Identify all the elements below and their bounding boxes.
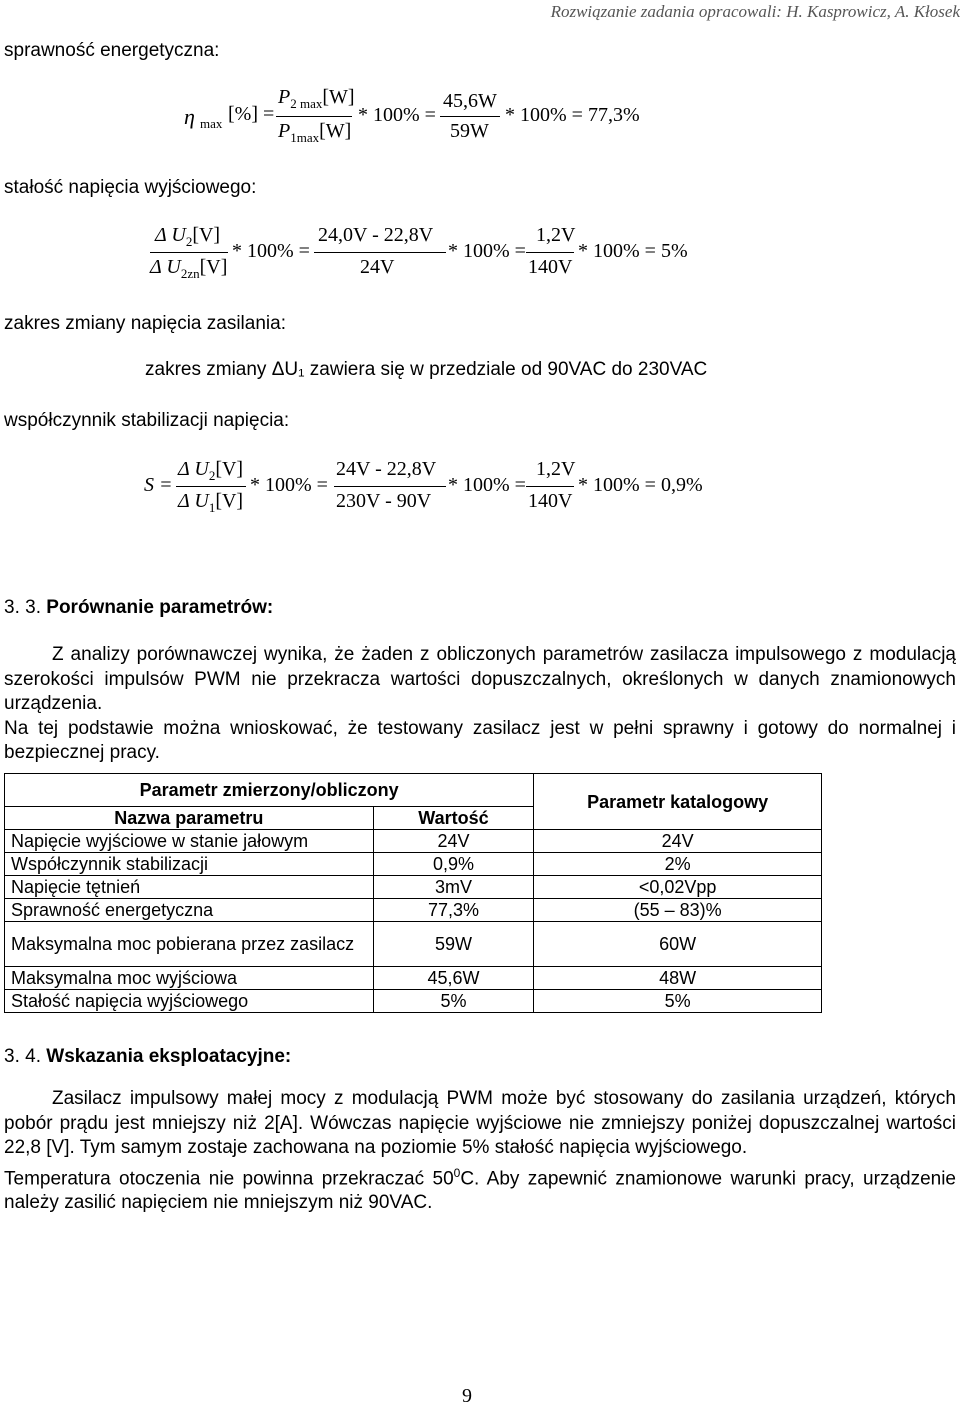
eta-mult1: * 100% = xyxy=(358,104,436,126)
eta-frac-num: $P_{2 max}[W]$ xyxy=(278,86,355,111)
s-frac-num: Δ $U_2[V]$ xyxy=(178,458,244,483)
table-row: Stałość napięcia wyjściowego 5% 5% xyxy=(5,990,822,1013)
section-3-4-heading: 3. 4. Wskazania eksploatacyjne: xyxy=(4,1046,292,1067)
stab-mult2: * 100% = xyxy=(448,240,526,262)
stab-frac3-den: 140V xyxy=(528,256,573,278)
s-frac2-den: 230V - 90V xyxy=(336,490,432,512)
s-frac2-num: 24V - 22,8V xyxy=(336,458,437,480)
header-value: Wartość xyxy=(373,807,534,830)
header-catalog: Parametr katalogowy xyxy=(534,774,822,830)
header-measured: Parametr zmierzony/obliczony xyxy=(5,774,534,807)
eta-mult2: * 100% = 77,3% xyxy=(505,104,640,126)
eta-frac-den: $P_{1max}[W]$ xyxy=(278,120,352,145)
table-row: Napięcie tętnień 3mV <0,02Vpp xyxy=(5,876,822,899)
supply-range-label: zakres zmiany napięcia zasilania: xyxy=(4,313,286,334)
section-3-3-body xyxy=(4,643,956,766)
s-frac3-num: 1,2V xyxy=(536,458,576,480)
table-row: Maksymalna moc pobierana przez zasilacz 59W 60W xyxy=(5,922,822,967)
stab-frac-num: Δ $U_2[V]$ xyxy=(155,224,221,249)
section-3-3-paragraph-2: Na tej podstawie można wnioskować, że testowany zasilacz jest w pełni sprawny i gotowy do normalnej i bezpiecznej pracy. xyxy=(4,717,956,763)
stab-coef-label: współczynnik stabilizacji napięcia: xyxy=(4,410,290,431)
s-frac-den: Δ $U_1[V]$ xyxy=(178,490,244,515)
s-mult1: * 100% = xyxy=(250,474,328,496)
efficiency-label: sprawność energetyczna: xyxy=(4,40,220,61)
eta-sub: max xyxy=(200,116,223,131)
supply-range-text: zakres zmiany ΔU₁ zawiera się w przedziale od 90VAC do 230VAC xyxy=(145,359,708,380)
stab-mult3: * 100% = 5% xyxy=(578,240,688,262)
eta-frac2-num: 45,6W xyxy=(443,90,497,112)
section-3-4-paragraph-1: Zasilacz impulsowy małej mocy z modulacją PWM może być stosowany do zasilania urządzeń, których pobór prądu jest mniejszy niż 2[A]. Wówczas napięcie wyjściowe nie zmniejszy poniżej dopuszczalnej wartości 22,8 [V]. Tym samym zostaje zachowana na poziomie 5% stałość napięcia wyjściowego. xyxy=(4,1088,956,1158)
stab-frac2-den: 24V xyxy=(360,256,395,278)
efficiency-formula xyxy=(0,80,960,155)
page-number: 9 xyxy=(462,1385,472,1407)
stab-frac-den: Δ $U_{2zn}[V]$ xyxy=(150,256,228,281)
eta-pct: [%] = xyxy=(228,103,275,125)
section-3-3-paragraph-1: Z analizy porównawczej wynika, że żaden z obliczonych parametrów zasilacza impulsowego z modulacją szerokości impulsów PWM nie przekracza wartości dopuszczalnych, określonych w danych znamionowych urządzenia. xyxy=(4,644,956,714)
stability-formula xyxy=(0,218,960,290)
table-row: Sprawność energetyczna 77,3% (55 – 83)% xyxy=(5,899,822,922)
table-row: Napięcie wyjściowe w stanie jałowym 24V 24V xyxy=(5,830,822,853)
section-3-4-body xyxy=(4,1087,956,1216)
header-name: Nazwa parametru xyxy=(5,807,374,830)
eta-frac2-den: 59W xyxy=(450,120,489,142)
s-mult3: * 100% = 0,9% xyxy=(578,474,703,496)
stab-mult1: * 100% = xyxy=(232,240,310,262)
stab-coef-formula xyxy=(0,452,960,524)
table-row: Maksymalna moc wyjściowa 45,6W 48W xyxy=(5,967,822,990)
s-frac3-den: 140V xyxy=(528,490,573,512)
stab-frac3-num: 1,2V xyxy=(536,224,576,246)
s-mult2: * 100% = xyxy=(448,474,526,496)
table-row: Współczynnik stabilizacji 0,9% 2% xyxy=(5,853,822,876)
stability-label: stałość napięcia wyjściowego: xyxy=(4,177,257,198)
section-3-4-paragraph-2: Temperatura otoczenia nie powinna przekraczać $50^0C$. Aby zapewnić znamionowe warunki pracy, urządzenie należy zasilić napięciem nie mniejszym niż 90VAC. xyxy=(4,1165,956,1214)
section-3-3-heading: 3. 3. Porównanie parametrów: xyxy=(4,597,274,618)
eta-symbol: η xyxy=(184,104,195,129)
s-lhs: S = xyxy=(144,474,173,496)
page-header: Rozwiązanie zadania opracowali: H. Kasprowicz, A. Kłosek xyxy=(550,2,960,21)
stab-frac2-num: 24,0V - 22,8V xyxy=(318,224,434,246)
parameters-table xyxy=(4,773,822,1013)
